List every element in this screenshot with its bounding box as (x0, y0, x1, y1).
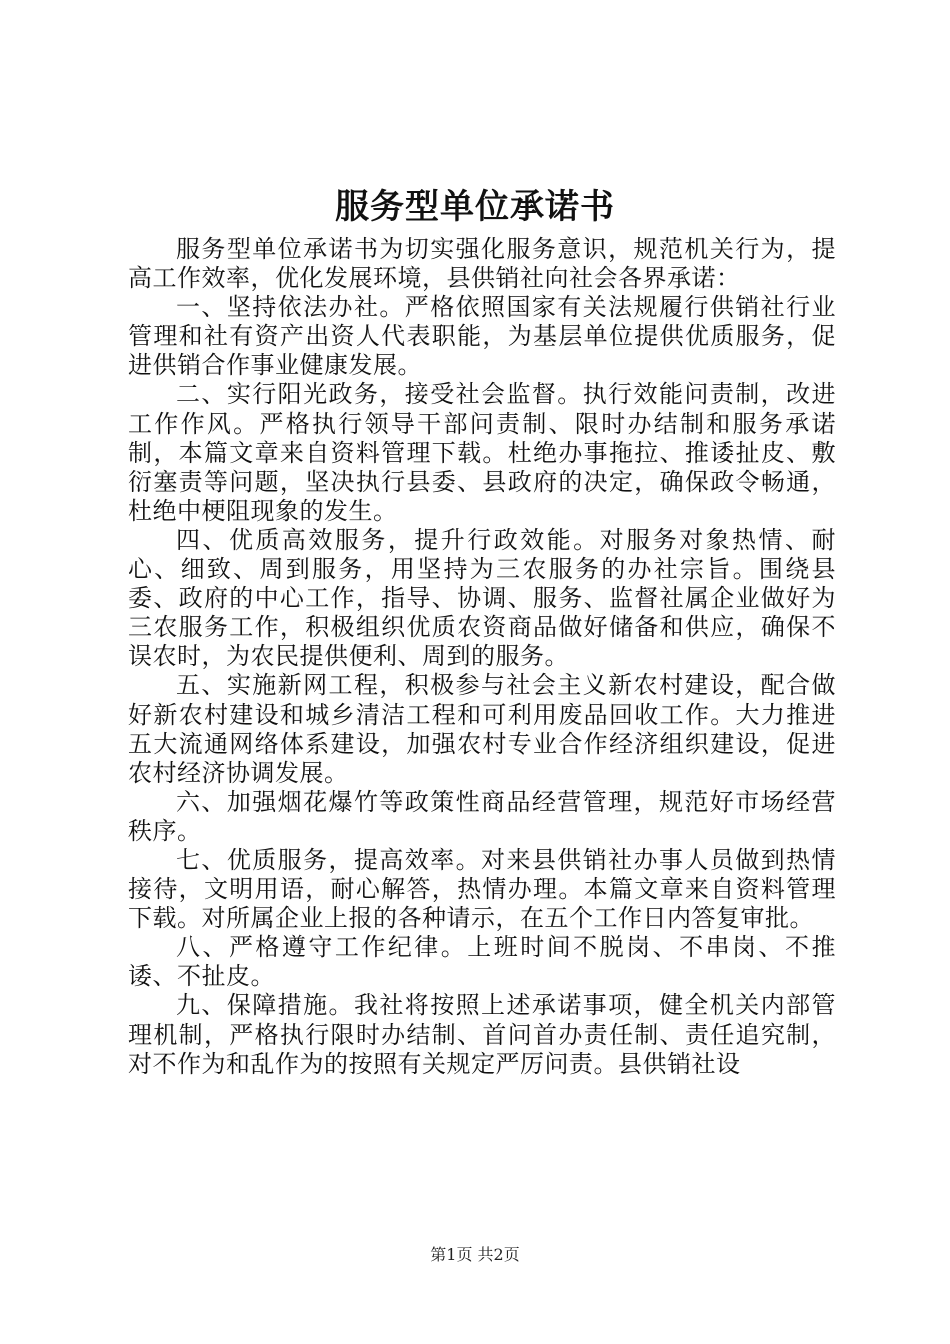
page-number-footer: 第1页 共2页 (430, 1245, 520, 1264)
document-title: 服务型单位承诺书 (335, 187, 615, 227)
paragraph-item-2: 二、实行阳光政务，接受社会监督。执行效能问责制，改进工作作风。严格执行领导干部问责制、限时办结制和服务承诺制，本篇文章来自资料管理下载。杜绝办事拖拉、推诿扯皮、敷衍塞责等问题，坚决执行县委、县政府的决定，确保政令畅通，杜绝中梗阻现象的发生。 (128, 380, 836, 525)
paragraph-intro: 服务型单位承诺书为切实强化服务意识，规范机关行为，提高工作效率，优化发展环境，县供销社向社会各界承诺： (128, 235, 836, 293)
paragraph-item-9: 九、保障措施。我社将按照上述承诺事项，健全机关内部管理机制，严格执行限时办结制、首问首办责任制、责任追究制，对不作为和乱作为的按照有关规定严厉问责。县供销社设 (128, 991, 836, 1078)
document-body (128, 235, 836, 1079)
paragraph-item-4: 四、优质高效服务，提升行政效能。对服务对象热情、耐心、细致、周到服务，用坚持为三农服务的办社宗旨。围绕县委、政府的中心工作，指导、协调、服务、监督社属企业做好为三农服务工作，积极组织优质农资商品做好储备和供应，确保不误农时，为农民提供便利、周到的服务。 (128, 525, 836, 671)
paragraph-item-7: 七、优质服务，提高效率。对来县供销社办事人员做到热情接待，文明用语，耐心解答，热情办理。本篇文章来自资料管理下载。对所属企业上报的各种请示，在五个工作日内答复审批。 (128, 845, 836, 933)
paragraph-item-5: 五、实施新网工程，积极参与社会主义新农村建设，配合做好新农村建设和城乡清洁工程和可利用废品回收工作。大力推进五大流通网络体系建设，加强农村专业合作经济组织建设，促进农村经济协调发展。 (128, 671, 836, 787)
paragraph-item-1: 一、坚持依法办社。严格依照国家有关法规履行供销社行业管理和社有资产出资人代表职能，为基层单位提供优质服务，促进供销合作事业健康发展。 (128, 293, 836, 380)
paragraph-item-8: 八、严格遵守工作纪律。上班时间不脱岗、不串岗、不推诿、不扯皮。 (128, 933, 836, 991)
paragraph-item-6: 六、加强烟花爆竹等政策性商品经营管理，规范好市场经营秩序。 (128, 787, 836, 845)
